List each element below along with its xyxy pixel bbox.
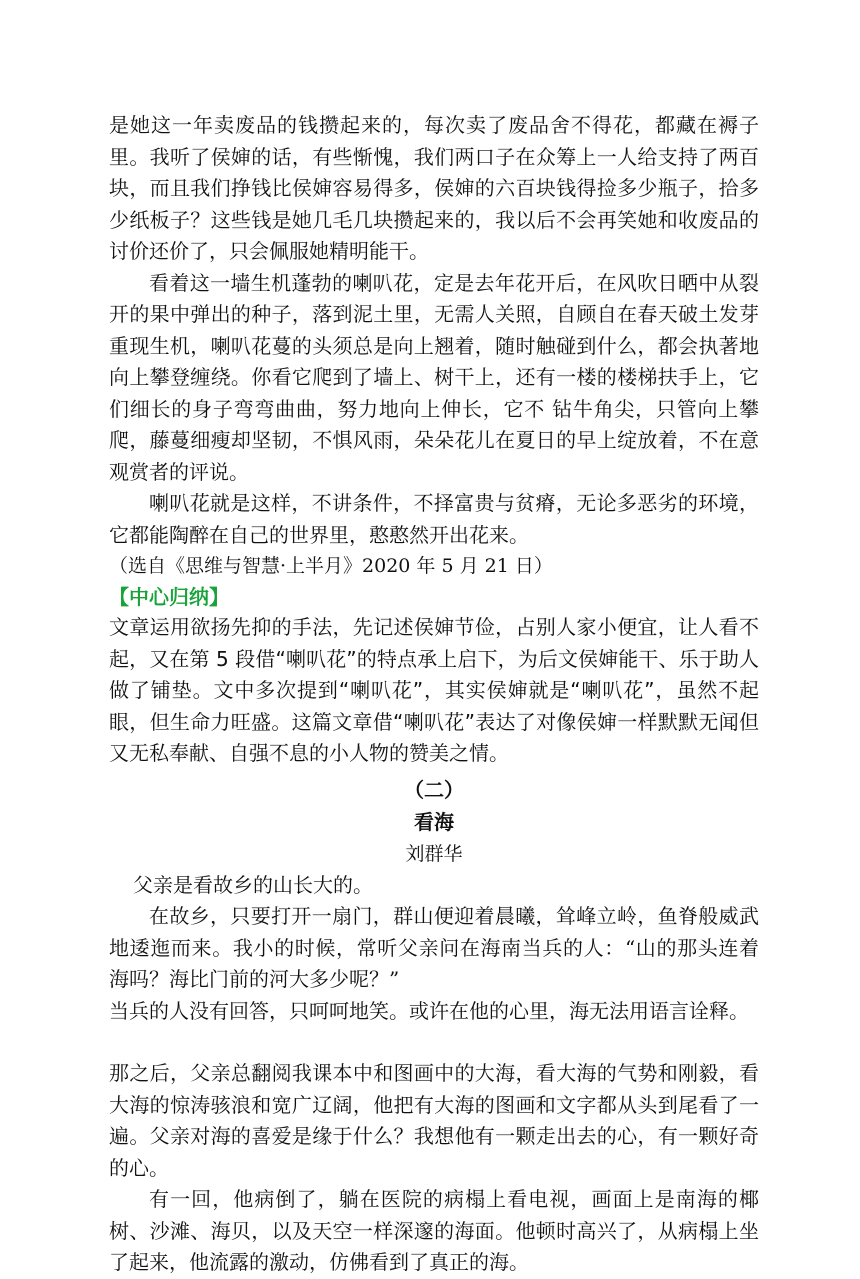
blank-line <box>109 1027 759 1058</box>
paragraph: 看着这一墙生机蓬勃的喇叭花，定是去年花开后，在风吹日晒中从裂开的果中弹出的种子，落到泥土里，无需人关照，自顾自在春天破土发芽重现生机，喇叭花蔓的头须总是向上翘着，随时触碰到什么，都会执著地向上攀登缠绕。你看它爬到了墙上、树干上，还有一楼的楼梯扶手上，它们细长的身子弯弯曲曲，努力地向上伸长，它不 钻牛角尖，只管向上攀爬，藤蔓细瘦却坚韧，不惧风雨，朵朵花儿在夏日的早上绽放着，不在意观赏者的评说。 <box>109 270 759 484</box>
paragraph: 喇叭花就是这样，不讲条件，不择富贵与贫瘠，无论多恶劣的环境，它都能陶醉在自己的世界里，憨憨然开出花来。 <box>109 491 759 547</box>
article-title: 看海 <box>414 809 454 834</box>
summary-text: 文章运用欲扬先抑的手法，先记述侯婶节俭，占别人家小便宜，让人看不起，又在第 5 段借“喇叭花”的特点承上启下，为后文侯婶能干、乐于助人做了铺垫。文中多次提到“喇叭花”，其实侯婶就是“喇叭花”，虽然不起眼，但生命力旺盛。这篇文章借“喇叭花”表达了对像侯婶一样默默无闻但又无私奉献、自强不息的小人物的赞美之情。 <box>109 615 759 765</box>
paragraph: 是她这一年卖废品的钱攒起来的，每次卖了废品舍不得花，都藏在褥子里。我听了侯婶的话，有些惭愧，我们两口子在众筹上一人给支持了两百块，而且我们挣钱比侯婶容易得多，侯婶的六百块钱得捡多少瓶子，拾多少纸板子？这些钱是她几毛几块攒起来的，我以后不会再笑她和收废品的讨价还价了，只会佩服她精明能干。 <box>109 113 759 263</box>
article-author: 刘群华 <box>405 842 463 865</box>
summary-heading: 【中心归纳】 <box>109 585 229 609</box>
source-citation: （选自《思维与智慧·上半月》2020 年 5 月 21 日） <box>109 555 553 577</box>
paragraph: 在故乡，只要打开一扇门，群山便迎着晨曦，耸峰立岭，鱼脊般威武地逶迤而来。我小的时候，常听父亲问在海南当兵的人：“山的那头连着海吗？海比门前的河大多少呢？” <box>109 904 759 991</box>
paragraph: 当兵的人没有回答，只呵呵地笑。或许在他的心里，海无法用语言诠释。 <box>109 998 749 1023</box>
paragraph: 那之后，父亲总翻阅我课本中和图画中的大海，看大海的气势和刚毅，看大海的惊涛骇浪和宽广辽阔，他把有大海的图画和文字都从头到尾看了一遍。父亲对海的喜爱是缘于什么？我想他有一颗走出去的心，有一颗好奇的心。 <box>109 1061 759 1180</box>
paragraph: 父亲是看故乡的山长大的。 <box>133 872 373 897</box>
document-page <box>109 110 759 1279</box>
paragraph: 有一回，他病倒了，躺在医院的病榻上看电视，画面上是南海的椰树、沙滩、海贝，以及天空一样深邃的海面。他顿时高兴了，从病榻上坐了起来，他流露的激动，仿佛看到了真正的海。 <box>109 1187 759 1274</box>
section-number: （二） <box>404 777 464 802</box>
